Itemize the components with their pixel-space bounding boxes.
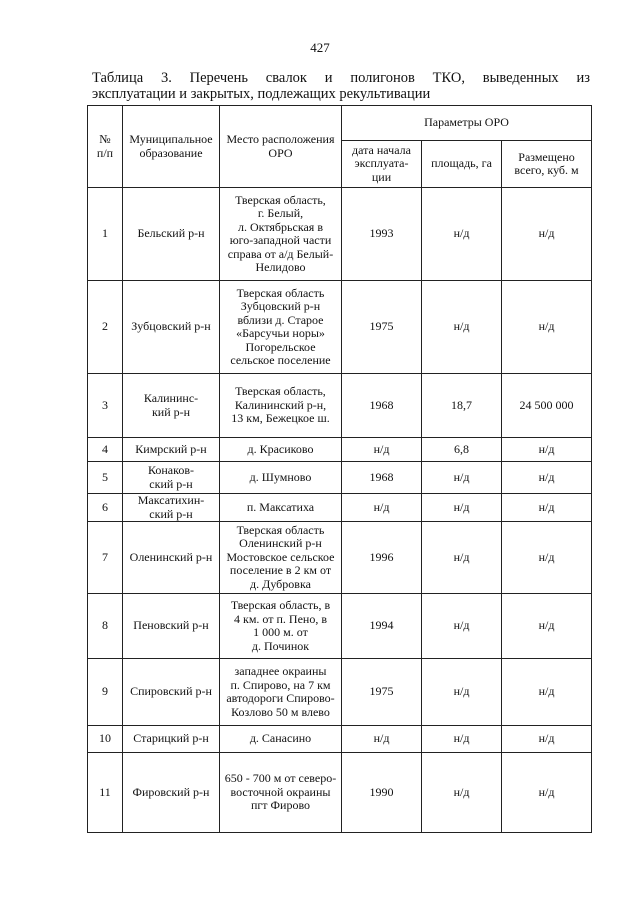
header-area: площадь, га bbox=[422, 141, 502, 188]
header-num: № п/п bbox=[88, 106, 123, 188]
row-start-date: 1994 bbox=[342, 594, 422, 659]
row-location: д. Шумново bbox=[220, 462, 342, 494]
row-volume: 24 500 000 bbox=[502, 374, 592, 438]
row-municipality: Максатихин- ский р-н bbox=[123, 494, 220, 522]
row-num: 1 bbox=[88, 188, 123, 281]
row-area: 6,8 bbox=[422, 438, 502, 462]
page-number: 427 bbox=[310, 40, 330, 55]
row-num: 7 bbox=[88, 522, 123, 594]
row-start-date: 1996 bbox=[342, 522, 422, 594]
row-area: н/д bbox=[422, 594, 502, 659]
row-area: н/д bbox=[422, 188, 502, 281]
row-volume: н/д bbox=[502, 281, 592, 374]
row-area: 18,7 bbox=[422, 374, 502, 438]
table-row bbox=[88, 281, 592, 374]
row-volume: н/д bbox=[502, 726, 592, 753]
row-municipality: Оленинский р-н bbox=[123, 522, 220, 594]
row-area: н/д bbox=[422, 522, 502, 594]
table-caption bbox=[92, 70, 590, 102]
row-municipality: Фировский р-н bbox=[123, 753, 220, 833]
row-num: 6 bbox=[88, 494, 123, 522]
row-start-date: 1968 bbox=[342, 462, 422, 494]
header-location: Место расположения ОРО bbox=[220, 106, 342, 188]
row-location: п. Максатиха bbox=[220, 494, 342, 522]
row-start-date: н/д bbox=[342, 726, 422, 753]
row-location: Тверская область, Калининский р-н, 13 км, Бежецкое ш. bbox=[220, 374, 342, 438]
row-start-date: н/д bbox=[342, 438, 422, 462]
table-row bbox=[88, 494, 592, 522]
row-location: Тверская область Оленинский р-н Мостовское сельское поселение в 2 км от д. Дубровка bbox=[220, 522, 342, 594]
row-start-date: 1993 bbox=[342, 188, 422, 281]
row-area: н/д bbox=[422, 659, 502, 726]
caption-line-1: Таблица 3. Перечень свалок и полигонов ТКО, выведенных из bbox=[92, 70, 590, 86]
caption-line-2: эксплуатации и закрытых, подлежащих рекультивации bbox=[92, 86, 431, 102]
row-location: д. Санасино bbox=[220, 726, 342, 753]
table-row bbox=[88, 374, 592, 438]
table-body bbox=[88, 188, 592, 833]
row-municipality: Конаков- ский р-н bbox=[123, 462, 220, 494]
table-row bbox=[88, 188, 592, 281]
table-row bbox=[88, 753, 592, 833]
row-municipality: Старицкий р-н bbox=[123, 726, 220, 753]
row-volume: н/д bbox=[502, 494, 592, 522]
row-municipality: Спировский р-н bbox=[123, 659, 220, 726]
row-location: Тверская область, в 4 км. от п. Пено, в 1 000 м. от д. Починок bbox=[220, 594, 342, 659]
header-start-date: дата начала эксплуата- ции bbox=[342, 141, 422, 188]
row-municipality: Калининс- кий р-н bbox=[123, 374, 220, 438]
header-volume: Размещено всего, куб. м bbox=[502, 141, 592, 188]
row-start-date: 1990 bbox=[342, 753, 422, 833]
landfill-table bbox=[87, 105, 592, 833]
row-municipality: Бельский р-н bbox=[123, 188, 220, 281]
row-start-date: 1975 bbox=[342, 659, 422, 726]
row-start-date: н/д bbox=[342, 494, 422, 522]
row-area: н/д bbox=[422, 494, 502, 522]
row-num: 8 bbox=[88, 594, 123, 659]
row-municipality: Зубцовский р-н bbox=[123, 281, 220, 374]
header-municipality: Муниципальное образование bbox=[123, 106, 220, 188]
row-num: 10 bbox=[88, 726, 123, 753]
table-row bbox=[88, 726, 592, 753]
row-location: Тверская область, г. Белый, л. Октябрьская в юго-западной части справа от а/д Белый- Нелидово bbox=[220, 188, 342, 281]
row-location: Тверская область Зубцовский р-н вблизи д. Старое «Барсучьи норы» Погорельское сельское поселение bbox=[220, 281, 342, 374]
row-volume: н/д bbox=[502, 438, 592, 462]
row-num: 4 bbox=[88, 438, 123, 462]
row-num: 2 bbox=[88, 281, 123, 374]
row-location: западнее окраины п. Спирово, на 7 км автодороги Спирово- Козлово 50 м влево bbox=[220, 659, 342, 726]
row-volume: н/д bbox=[502, 188, 592, 281]
row-volume: н/д bbox=[502, 753, 592, 833]
row-volume: н/д bbox=[502, 659, 592, 726]
row-area: н/д bbox=[422, 726, 502, 753]
row-municipality: Кимрский р-н bbox=[123, 438, 220, 462]
row-location: 650 - 700 м от северо- восточной окраины пгт Фирово bbox=[220, 753, 342, 833]
row-start-date: 1968 bbox=[342, 374, 422, 438]
row-area: н/д bbox=[422, 462, 502, 494]
row-num: 5 bbox=[88, 462, 123, 494]
row-volume: н/д bbox=[502, 522, 592, 594]
row-location: д. Красиково bbox=[220, 438, 342, 462]
table-row bbox=[88, 462, 592, 494]
table-row bbox=[88, 594, 592, 659]
row-volume: н/д bbox=[502, 594, 592, 659]
row-num: 11 bbox=[88, 753, 123, 833]
row-start-date: 1975 bbox=[342, 281, 422, 374]
table-row bbox=[88, 659, 592, 726]
table-row bbox=[88, 522, 592, 594]
header-params: Параметры ОРО bbox=[342, 106, 592, 141]
row-municipality: Пеновский р-н bbox=[123, 594, 220, 659]
row-num: 9 bbox=[88, 659, 123, 726]
row-area: н/д bbox=[422, 281, 502, 374]
row-volume: н/д bbox=[502, 462, 592, 494]
table-row bbox=[88, 438, 592, 462]
row-num: 3 bbox=[88, 374, 123, 438]
row-area: н/д bbox=[422, 753, 502, 833]
